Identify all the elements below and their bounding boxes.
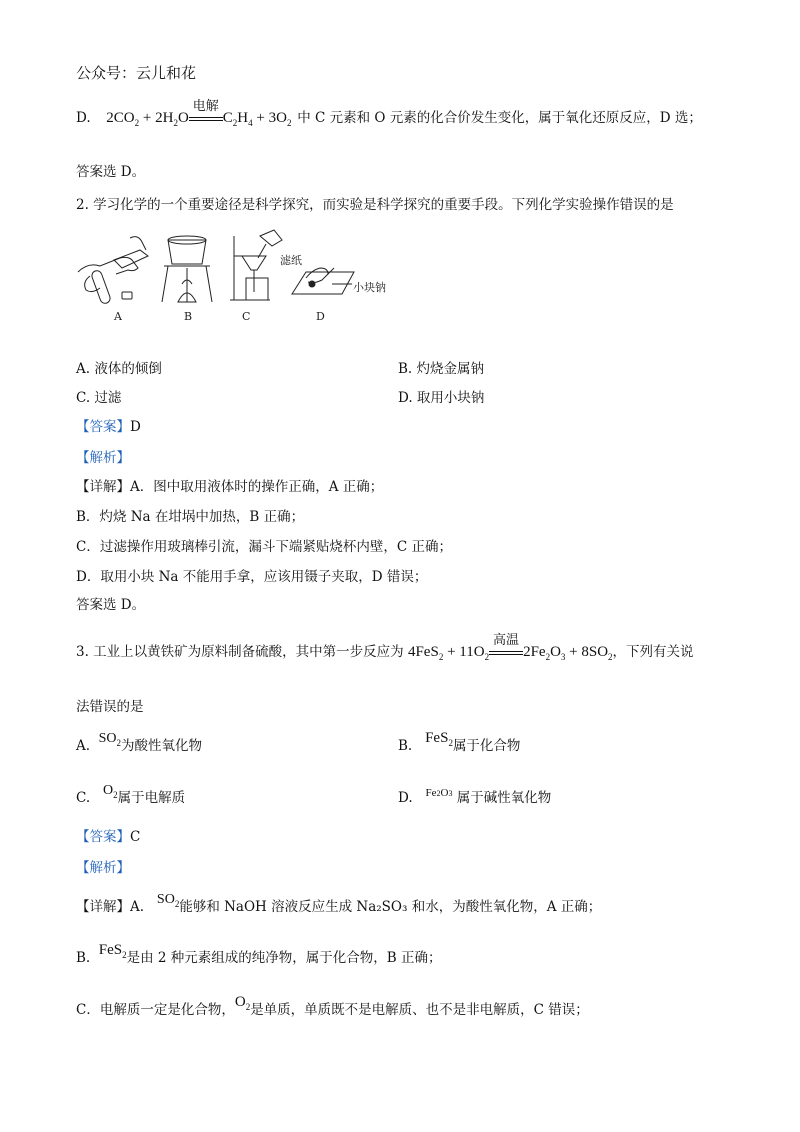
q2-answer xyxy=(76,415,141,435)
answer-line: 答案选 D。 xyxy=(76,164,146,180)
q2-detail-d: D．取用小块 Na 不能用手拿，应该用镊子夹取，D 错误； xyxy=(76,569,428,585)
reaction-condition: 高温 xyxy=(493,633,520,648)
option-text: 属于电解质 xyxy=(117,790,186,806)
q2-detail-a xyxy=(76,475,383,495)
sodium-label: 小块钠 xyxy=(353,281,386,294)
q3-detail-b: B. FeS$_2$是由 2 种元素组成的纯净物，属于化合物，B 正确； xyxy=(76,942,442,966)
q2-final-answer: 答案选 D。 xyxy=(76,597,146,613)
figure-label-a: A xyxy=(114,310,122,323)
option-d-prefix: D. xyxy=(76,110,91,126)
q2-option-c: C. 过滤 xyxy=(76,390,122,406)
crucible-burning-illustration xyxy=(162,236,212,302)
q3-detail-a: 【详解】A. $SO_2$能够和 NaOH 溶液反应生成 Na₂SO₃ 和水，为酸性氧化物，A 正确； xyxy=(76,892,602,915)
option-d-analysis xyxy=(76,99,702,136)
filtration-illustration xyxy=(230,230,282,300)
pouring-liquid-illustration xyxy=(78,237,148,305)
q2-option-a: A. 液体的倾倒 xyxy=(76,361,162,377)
page-header: 公众号：云儿和花 xyxy=(76,64,197,82)
q2-analysis-tag: 【解析】 xyxy=(76,450,130,466)
answer-tag: 【答案】 xyxy=(76,419,130,435)
equation-electrolysis: $2CO_2 + 2H_2O$ 电解 $C_2H_4 + 3O_2$ xyxy=(106,110,295,126)
q3-option-d: D. $^{Fe2O3}$ 属于碱性氧化物 xyxy=(398,787,552,806)
detail-tag: 【详解】 xyxy=(76,899,130,915)
filter-paper-label: 滤纸 xyxy=(280,254,302,267)
question-3-stem xyxy=(76,633,694,670)
q3-option-a: A. $SO_2$为酸性氧化物 xyxy=(76,731,203,754)
experiment-figure xyxy=(70,226,410,324)
option-text: 为酸性氧化物 xyxy=(121,738,203,754)
q2-option-d: D. 取用小块钠 xyxy=(398,390,485,406)
figure-label-b: B xyxy=(184,310,193,323)
eq-term: C xyxy=(222,110,233,126)
q3-answer xyxy=(76,825,140,845)
detail-text: 是由 2 种元素组成的纯净物，属于化合物，B 正确； xyxy=(126,950,442,966)
reaction-arrow xyxy=(489,633,523,661)
sodium-handling-illustration xyxy=(292,268,354,294)
reaction-arrow xyxy=(189,99,223,127)
detail-text: A．图中取用液体时的操作正确，A 正确； xyxy=(130,479,384,495)
stem-text: 3. 工业上以黄铁矿为原料制备硫酸，其中第一步反应为 xyxy=(76,644,404,660)
q2-detail-b: B．灼烧 Na 在坩埚中加热，B 正确； xyxy=(76,509,305,525)
q2-detail-c: C．过滤操作用玻璃棒引流，漏斗下端紧贴烧杯内壁，C 正确； xyxy=(76,539,452,555)
eq-term: + 2H xyxy=(139,110,174,126)
answer-tag: 【答案】 xyxy=(76,829,130,845)
detail-text: C．电解质一定是化合物， xyxy=(76,1002,235,1018)
option-text: 属于碱性氧化物 xyxy=(456,790,552,806)
option-text: 属于化合物 xyxy=(452,738,521,754)
detail-text: 能够和 NaOH 溶液反应生成 Na₂SO₃ 和水，为酸性氧化物，A 正确； xyxy=(179,899,602,915)
q3-option-b: B. FeS$_2$属于化合物 xyxy=(398,730,521,754)
option-d-text: 中 C 元素和 O 元素的化合价发生变化，属于氧化还原反应，D 选； xyxy=(297,110,702,126)
stem-text: ，下列有关说 xyxy=(612,644,694,660)
question-3-stem-cont: 法错误的是 xyxy=(76,699,144,715)
q3-detail-c: C．电解质一定是化合物，$O_2$是单质，单质既不是电解质、也不是非电解质，C 错误； xyxy=(76,994,589,1018)
answer-value: D xyxy=(130,419,141,435)
detail-tag: 【详解】 xyxy=(76,479,130,495)
answer-value: C xyxy=(130,829,141,845)
figure-label-c: C xyxy=(242,310,251,323)
detail-text: 是单质，单质既不是电解质、也不是非电解质，C 错误； xyxy=(250,1002,589,1018)
question-2-stem: 2. 学习化学的一个重要途径是科学探究，而实验是科学探究的重要手段。下列化学实验操作错误的是 xyxy=(76,197,674,213)
eq-term: 2CO xyxy=(106,110,135,126)
reaction-condition: 电解 xyxy=(192,99,219,114)
figure-label-d: D xyxy=(316,310,325,323)
q2-option-b: B. 灼烧金属钠 xyxy=(398,361,485,377)
eq-term: O xyxy=(177,110,189,126)
q3-option-c: C. $O_2$属于电解质 xyxy=(76,783,186,806)
eq-term: + 3O xyxy=(252,110,287,126)
q3-analysis-tag: 【解析】 xyxy=(76,860,130,876)
equation-high-temp: $4FeS_2 + 11O_2$ 高温 $2Fe_2O_3 + 8SO_2$ xyxy=(408,644,613,660)
